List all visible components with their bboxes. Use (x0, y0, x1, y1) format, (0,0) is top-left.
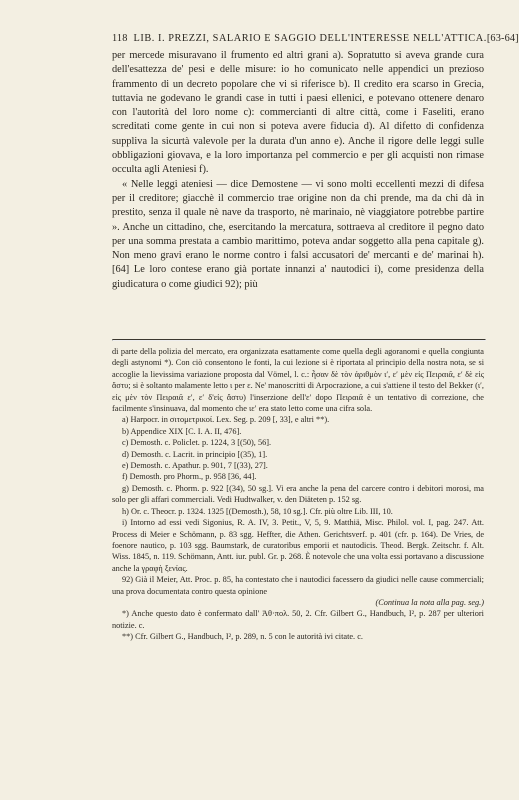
footnote-d: d) Demosth. c. Lacrit. in principio [(35), 1]. (122, 449, 268, 459)
page-number: 118 (112, 33, 128, 44)
footnotes (112, 346, 484, 643)
footnote-c: c) Demosth. c. Policlet. p. 1224, 3 [(50), 56]. (122, 438, 272, 448)
footnote-a: a) Harpocr. in σιτομετρικοί. Lex. Seg. p. 209 [, 33], e altri **). (122, 415, 330, 425)
section-reference: [63-64] (486, 33, 519, 44)
running-title: LIB. I. PREZZI, SALARIO E SAGGIO DELL'INTERESSE NELL'ATTICA. (133, 33, 487, 44)
body-paragraph: « Nelle leggi ateniesi — dice Demostene — vi sono molti eccellenti mezzi di difesa per il creditore; giacchè il commercio trae origine non da chi prende, ma da chi dà in prestito, senza il quale nè nave da trasporto, nè marinaio, nè viaggiatore potrebbe partire ». Anche un cittadino, che, esercitando la mercatura, sottraeva al creditore il pegno dato per una somma prestata a cambio marittimo, poteva andar soggetto alla pena capitale g). Non meno gravi erano le norme contro i falsi accusatori de' mercanti e de' marinai h). [64] Le loro contese erano già portate innanzi a' nautodici i), come presidenza della giudicatura o come giudici 92); più (112, 178, 484, 290)
footnote-f: f) Demosth. pro Phorm., p. 958 [36, 44]. (122, 472, 257, 482)
footnote-e: e) Demosth. c. Apathur. p. 901, 7 [(33), 27]. (122, 461, 268, 471)
editor-note-1: *) Anche questo dato è confermato dall' Ἀθ·πολ. 50, 2. Cfr. Gilbert G., Handbuch, I², p. 287 per ulteriori notizie. c. (112, 609, 484, 630)
running-header (112, 33, 519, 44)
main-text (112, 49, 484, 292)
footnote-divider (112, 339, 486, 341)
footnote-b: b) Appendice XIX [C. I. A. II, 476]. (122, 426, 242, 436)
footnote-g: g) Demosth. c. Phorm. p. 922 [(34), 50 sg.]. Vi era anche la pena del carcere contro i debitori morosi, ma solo per gli affari commerciali. Vedi Hudtwalker, v. den Diäteten p. 152 sg. (112, 483, 484, 505)
continuation-note: (Continua la nota alla pag. seg.) (375, 597, 484, 607)
body-paragraph: per mercede misuravano il frumento ed altri grani a). Sopratutto si aveva grande cura dell'esattezza de' pesi e delle misure: io ho comunicato nelle appendici un prezioso frammento di un decreto popolare che vi si riferisce b). Il credito era scarso in Grecia, tuttavia ne godevano le grandi case in tutti i paesi ellenici, e potevano ottenere denaro con l'autorità del loro nome c): commercianti di altre città, come i Faseliti, erano screditati come gente in cui non si poteva avere fiducia d). Al difetto di confidenza suppliva la sicurtà valevole per la durata d'un anno e). Anche il rigore delle leggi sulle obbligazioni giovava, e la loro importanza pel commercio e per gli acquisti non rimase occulta agli Ateniesi f). (112, 50, 484, 176)
footnote-h: h) Or. c. Theocr. p. 1324. 1325 [(Demosth.), 58, 10 sg.]. Cfr. più oltre Lib. III, 10. (122, 506, 393, 516)
footnote-continuation: di parte della polizia del mercato, era organizzata esattamente come quella degli agoranomi e quella congiunta degli astynomi *). Con ciò consentono le fonti, la cui lezione si è riportata al principio della nostra nota, se si accoglie la lievissima variazione proposta dal Vömel, l. c.: ἦσαν δὲ τὸν ἀριθμὸν ιʹ, εʹ μὲν εἰς Πειραιᾶ, εʹ δὲ εἰς ἄστυ; si è soltanto malamente letto ι per ε. Ne' manoscritti di Arpocrazione, a cui s'attiene il testo del Bekker (ιʹ, εἰς μὲν τὸν Πειραιᾶ εʹ, εʹ δ'εἰς ἄστυ) l'inserzione dell'εʹ dopo Πειραιᾶ è un tentativo di correzione, che facilmente s'insinuava, dal momento che ιεʹ era stato letto come una cifra sola. (112, 347, 484, 414)
footnote-i: i) Intorno ad essi vedi Sigonius, R. A. IV, 3. Petit., V, 5, 9. Matthiä, Misc. Philol. vol. I, pag. 247. Att. Process di Meier e Schömann, p. 83 sgg. Heffter, die Athen. Gerichtsverf. p. 401 (cfr. p. 164). De Vries, de foenore nautico, p. 103 sgg. Baumstark, de curatoribus emporii et nautodicis. Theod. Bergk. Zeitschr. f. Alt. Wiss. 1845, n. 119. Schömann, Antt. iur. publ. Gr. p. 268. È notevole che una volta essi portavano a discussione anche la γραφὴ ξενίας. (112, 518, 484, 573)
editor-note-2: **) Cfr. Gilbert G., Handbuch, I², p. 289, n. 5 con le autorità ivi citate. c. (122, 632, 363, 642)
footnote-92: 92) Già il Meier, Att. Proc. p. 85, ha contestato che i nautodici facessero da giudici nelle cause commerciali; una prova documentata contro questa opinione (112, 575, 484, 596)
